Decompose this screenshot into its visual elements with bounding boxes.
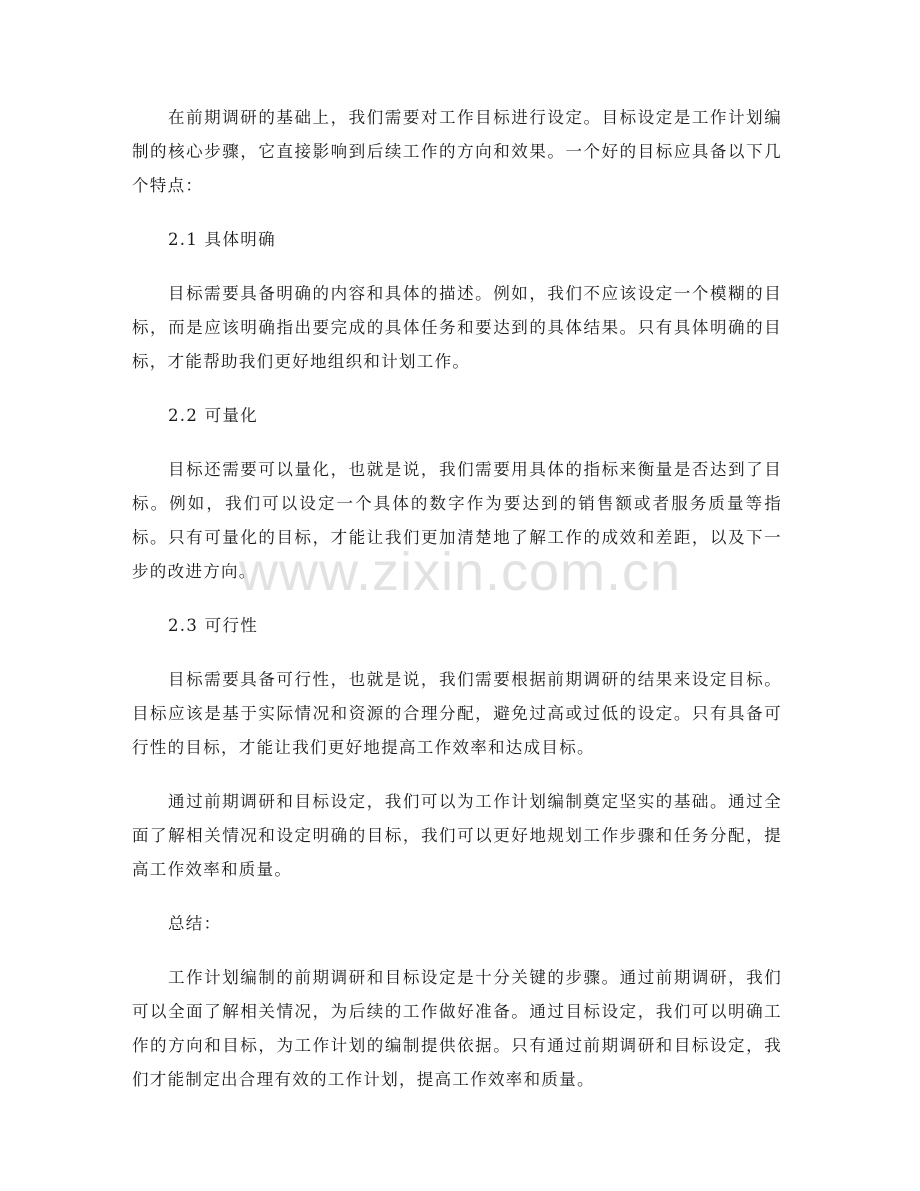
document-body xyxy=(132,101,782,1117)
section-2-2-paragraph: 目标还需要可以量化，也就是说，我们需要用具体的指标来衡量是否达到了目标。例如，我们可以设定一个具体的数字作为要达到的销售额或者服务质量等指标。只有可量化的目标，才能让我们更加清楚地了解工作的成效和差距，以及下一步的改进方向。 xyxy=(132,460,782,581)
transition-paragraph: 通过前期调研和目标设定，我们可以为工作计划编制奠定坚实的基础。通过全面了解相关情况和设定明确的目标，我们可以更好地规划工作步骤和任务分配，提高工作效率和质量。 xyxy=(132,792,782,879)
summary-paragraph: 工作计划编制的前期调研和目标设定是十分关键的步骤。通过前期调研，我们可以全面了解相关情况，为后续的工作做好准备。通过目标设定，我们可以明确工作的方向和目标，为工作计划的编制提供依据。只有通过前期调研和目标设定，我们才能制定出合理有效的工作计划，提高工作效率和质量。 xyxy=(132,968,782,1089)
section-2-3-paragraph: 目标需要具备可行性，也就是说，我们需要根据前期调研的结果来设定目标。目标应该是基于实际情况和资源的合理分配，避免过高或过低的设定。只有具备可行性的目标，才能让我们更好地提高工作效率和达成目标。 xyxy=(132,670,782,757)
intro-paragraph: 在前期调研的基础上，我们需要对工作目标进行设定。目标设定是工作计划编制的核心步骤，它直接影响到后续工作的方向和效果。一个好的目标应具备以下几个特点： xyxy=(132,108,782,195)
summary-heading: 总结： xyxy=(168,914,222,933)
section-heading-2-2: 2.2 可量化 xyxy=(168,406,259,425)
section-heading-2-3: 2.3 可行性 xyxy=(168,616,259,635)
section-heading-2-1: 2.1 具体明确 xyxy=(168,230,276,249)
watermark-text: www.zixin.com.cn xyxy=(238,542,682,602)
section-2-1-paragraph: 目标需要具备明确的内容和具体的描述。例如，我们不应该设定一个模糊的目标，而是应该明确指出要完成的具体任务和要达到的具体结果。只有具体明确的目标，才能帮助我们更好地组织和计划工作。 xyxy=(132,284,782,371)
